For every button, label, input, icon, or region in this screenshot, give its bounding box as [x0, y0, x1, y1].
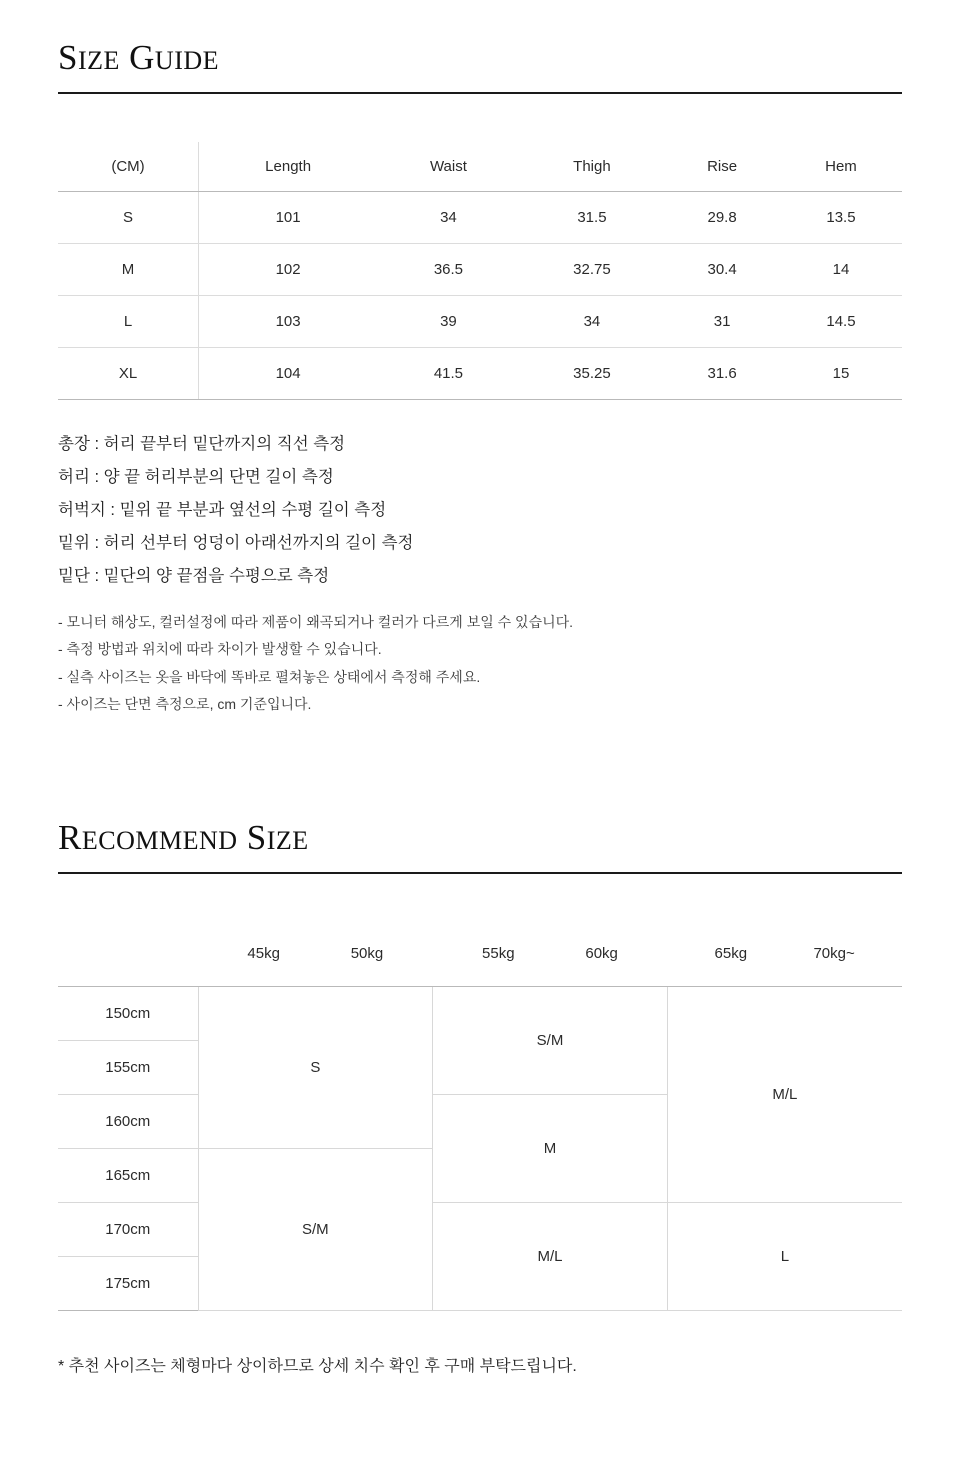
height-label-160: 160cm	[58, 1095, 198, 1149]
rec-cell-sm-lower: S/M	[198, 1149, 433, 1311]
cell-waist: 36.5	[377, 244, 519, 296]
recommend-corner-cell	[58, 920, 198, 987]
cell-hem: 14	[780, 244, 902, 296]
weight-label-65: 65kg	[714, 944, 748, 962]
cell-hem: 14.5	[780, 296, 902, 348]
disclaimer-item: - 측정 방법과 위치에 따라 차이가 발생할 수 있습니다.	[58, 641, 382, 658]
table-row	[58, 1203, 902, 1257]
row-size-label: XL	[58, 348, 199, 400]
row-size-label: M	[58, 244, 199, 296]
size-guide-heading-initial-2: G	[129, 38, 155, 77]
weight-group-1	[198, 920, 433, 987]
cell-waist: 34	[377, 192, 519, 244]
weight-group-2	[433, 920, 668, 987]
measurement-notes	[58, 428, 902, 593]
table-row	[58, 987, 902, 1041]
size-guide-heading-initial-1: S	[58, 38, 78, 77]
recommend-heading-rest-1: ECOMMEND	[81, 826, 238, 856]
size-guide-col-waist: Waist	[377, 142, 519, 192]
measure-note-thigh: 허벅지 : 밑위 끝 부분과 옆선의 수평 길이 측정	[58, 501, 387, 519]
cell-length: 103	[199, 296, 378, 348]
size-guide-header-row	[58, 142, 902, 192]
rec-cell-sm-upper: S/M	[433, 987, 668, 1095]
rec-cell-l: L	[667, 1203, 902, 1311]
disclaimer-item: - 모니터 해상도, 컬러설정에 따라 제품이 왜곡되거나 컬러가 다르게 보일 수 있습니다.	[58, 614, 574, 630]
recommend-size-note: * 추천 사이즈는 체형마다 상이하므로 상세 치수 확인 후 구매 부탁드립니다.	[58, 1358, 577, 1376]
measure-note-waist: 허리 : 양 끝 허리부분의 단면 길이 측정	[58, 468, 334, 486]
cell-rise: 30.4	[664, 244, 780, 296]
rec-cell-s: S	[198, 987, 433, 1149]
cell-hem: 15	[780, 348, 902, 400]
table-row	[58, 296, 902, 348]
size-guide-col-length: Length	[199, 142, 378, 192]
size-guide-heading-rest-1: IZE	[77, 46, 120, 75]
cell-length: 102	[199, 244, 378, 296]
cell-thigh: 31.5	[520, 192, 665, 244]
disclaimer-list	[58, 609, 902, 718]
cell-rise: 31	[664, 296, 780, 348]
table-row	[58, 244, 902, 296]
size-guide-col-thigh: Thigh	[520, 142, 665, 192]
weight-label-70: 70kg~	[813, 944, 855, 962]
row-size-label: S	[58, 192, 199, 244]
cell-hem: 13.5	[780, 192, 902, 244]
size-guide-table-body	[58, 192, 902, 400]
height-label-150: 150cm	[58, 987, 198, 1041]
table-row	[58, 348, 902, 400]
weight-label-55: 55kg	[482, 944, 515, 962]
recommend-header-row	[58, 920, 902, 987]
recommend-size-heading	[58, 780, 902, 858]
rec-cell-m: M	[433, 1095, 668, 1203]
recommend-heading-rest-2: IZE	[266, 826, 309, 856]
table-row	[58, 192, 902, 244]
cell-rise: 31.6	[664, 348, 780, 400]
cell-length: 104	[199, 348, 378, 400]
cell-length: 101	[199, 192, 378, 244]
rec-cell-ml-lower: M/L	[433, 1203, 668, 1311]
recommend-table-body	[58, 987, 902, 1311]
height-label-170: 170cm	[58, 1203, 198, 1257]
cell-waist: 41.5	[377, 348, 519, 400]
recommend-table-head	[58, 920, 902, 987]
disclaimer-item: - 실측 사이즈는 옷을 바닥에 똑바로 펼쳐놓은 상태에서 측정해 주세요.	[58, 668, 481, 685]
cell-waist: 39	[377, 296, 519, 348]
recommend-heading-initial-2: S	[246, 818, 267, 858]
size-guide-heading-rest-2: UIDE	[154, 46, 220, 75]
recommend-heading-initial-1: R	[58, 818, 82, 858]
size-guide-table-head	[58, 142, 902, 192]
cell-thigh: 34	[520, 296, 665, 348]
measure-note-rise: 밑위 : 허리 선부터 엉덩이 아래선까지의 길이 측정	[58, 534, 414, 552]
row-size-label: L	[58, 296, 199, 348]
disclaimer-item: - 사이즈는 단면 측정으로, cm 기준입니다.	[58, 695, 312, 712]
weight-label-60: 60kg	[585, 944, 618, 962]
cell-thigh: 32.75	[520, 244, 665, 296]
size-guide-col-unit: (CM)	[58, 142, 199, 192]
recommend-size-divider	[58, 872, 902, 874]
weight-label-45: 45kg	[247, 944, 280, 962]
height-label-175: 175cm	[58, 1257, 198, 1311]
rec-cell-ml-right: M/L	[667, 987, 902, 1203]
recommend-size-table	[58, 920, 902, 1311]
cell-thigh: 35.25	[520, 348, 665, 400]
size-guide-table	[58, 142, 902, 400]
size-guide-divider	[58, 92, 902, 94]
measure-note-length: 총장 : 허리 끝부터 밑단까지의 직선 측정	[58, 435, 346, 453]
size-guide-col-rise: Rise	[664, 142, 780, 192]
height-label-155: 155cm	[58, 1041, 198, 1095]
size-guide-heading	[58, 0, 902, 78]
size-guide-col-hem: Hem	[780, 142, 902, 192]
height-label-165: 165cm	[58, 1149, 198, 1203]
cell-rise: 29.8	[664, 192, 780, 244]
recommend-size-section	[58, 718, 902, 1376]
measure-note-hem: 밑단 : 밑단의 양 끝점을 수평으로 측정	[58, 567, 330, 585]
weight-label-50: 50kg	[350, 944, 384, 962]
weight-group-3	[667, 920, 902, 987]
